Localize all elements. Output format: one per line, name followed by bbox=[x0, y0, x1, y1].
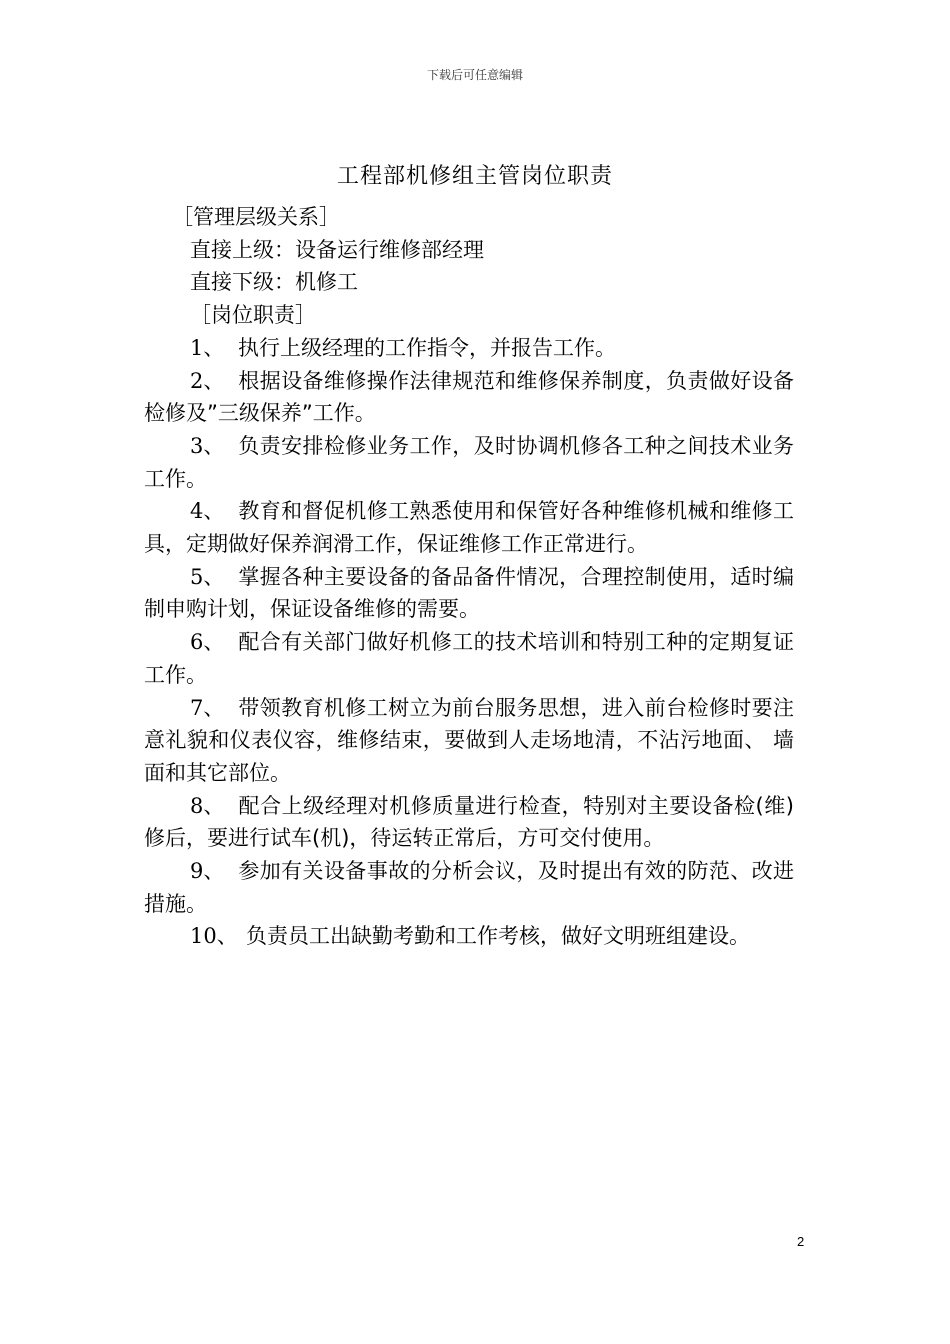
direct-superior: 直接上级：设备运行维修部经理 bbox=[190, 237, 484, 262]
duty-item bbox=[144, 920, 794, 953]
duty-item bbox=[144, 626, 794, 691]
section-heading-management: ［管理层级关系］ bbox=[172, 205, 340, 229]
duty-number: 2、 bbox=[190, 368, 225, 393]
duty-number: 6、 bbox=[190, 630, 225, 655]
duty-item bbox=[144, 855, 794, 920]
document-body bbox=[144, 201, 794, 953]
duty-text: 执行上级经理的工作指令，并报告工作。 bbox=[238, 335, 616, 360]
document-title: 工程部机修组主管岗位职责 bbox=[336, 164, 613, 189]
duty-item bbox=[144, 692, 794, 790]
duty-number: 9、 bbox=[190, 859, 225, 884]
duty-text: 负责员工出缺勤考勤和工作考核，做好文明班组建设。 bbox=[246, 924, 750, 949]
header-note: 下载后可任意编辑 bbox=[426, 68, 523, 82]
duty-number: 8、 bbox=[190, 793, 225, 818]
duty-number: 3、 bbox=[190, 433, 225, 458]
duty-text: 参加有关设备事故的分析会议，及时提出有效的防范、改进措施。 bbox=[144, 859, 794, 916]
duty-item bbox=[144, 495, 794, 560]
duty-number: 7、 bbox=[190, 695, 225, 720]
duty-number: 5、 bbox=[190, 564, 225, 589]
duty-item bbox=[144, 332, 794, 365]
duty-text: 带领教育机修工树立为前台服务思想，进入前台检修时要注意礼貌和仪表仪容，维修结束，要做到人走场地清，不沾污地面、 墙面和其它部位。 bbox=[144, 695, 794, 785]
duty-item bbox=[144, 365, 794, 430]
duty-text: 教育和督促机修工熟悉使用和保管好各种维修机械和维修工具，定期做好保养润滑工作，保证维修工作正常进行。 bbox=[144, 499, 794, 557]
duty-number: 1、 bbox=[190, 335, 225, 360]
duty-number: 4、 bbox=[190, 499, 225, 524]
duty-item bbox=[144, 790, 794, 855]
page-number: 2 bbox=[797, 1234, 805, 1249]
direct-subordinate: 直接下级：机修工 bbox=[190, 270, 358, 295]
duty-number: 10、 bbox=[190, 924, 238, 949]
duty-item bbox=[144, 430, 794, 495]
section-heading-duties: ［岗位职责］ bbox=[190, 303, 316, 328]
duty-text: 配合上级经理对机修质量进行检查，特别对主要设备检(维)修后，要进行试车(机)，待运转正常后，方可交付使用。 bbox=[144, 793, 794, 851]
duty-text: 配合有关部门做好机修工的技术培训和特别工种的定期复证工作。 bbox=[144, 630, 794, 687]
duty-text: 根据设备维修操作法律规范和维修保养制度，负责做好设备检修及”三级保养”工作。 bbox=[144, 368, 794, 426]
duty-text: 负责安排检修业务工作，及时协调机修各工种之间技术业务工作。 bbox=[144, 433, 794, 491]
duty-text: 掌握各种主要设备的备品备件情况，合理控制使用，适时编制申购计划，保证设备维修的需要。 bbox=[144, 564, 794, 622]
duty-item bbox=[144, 561, 794, 626]
